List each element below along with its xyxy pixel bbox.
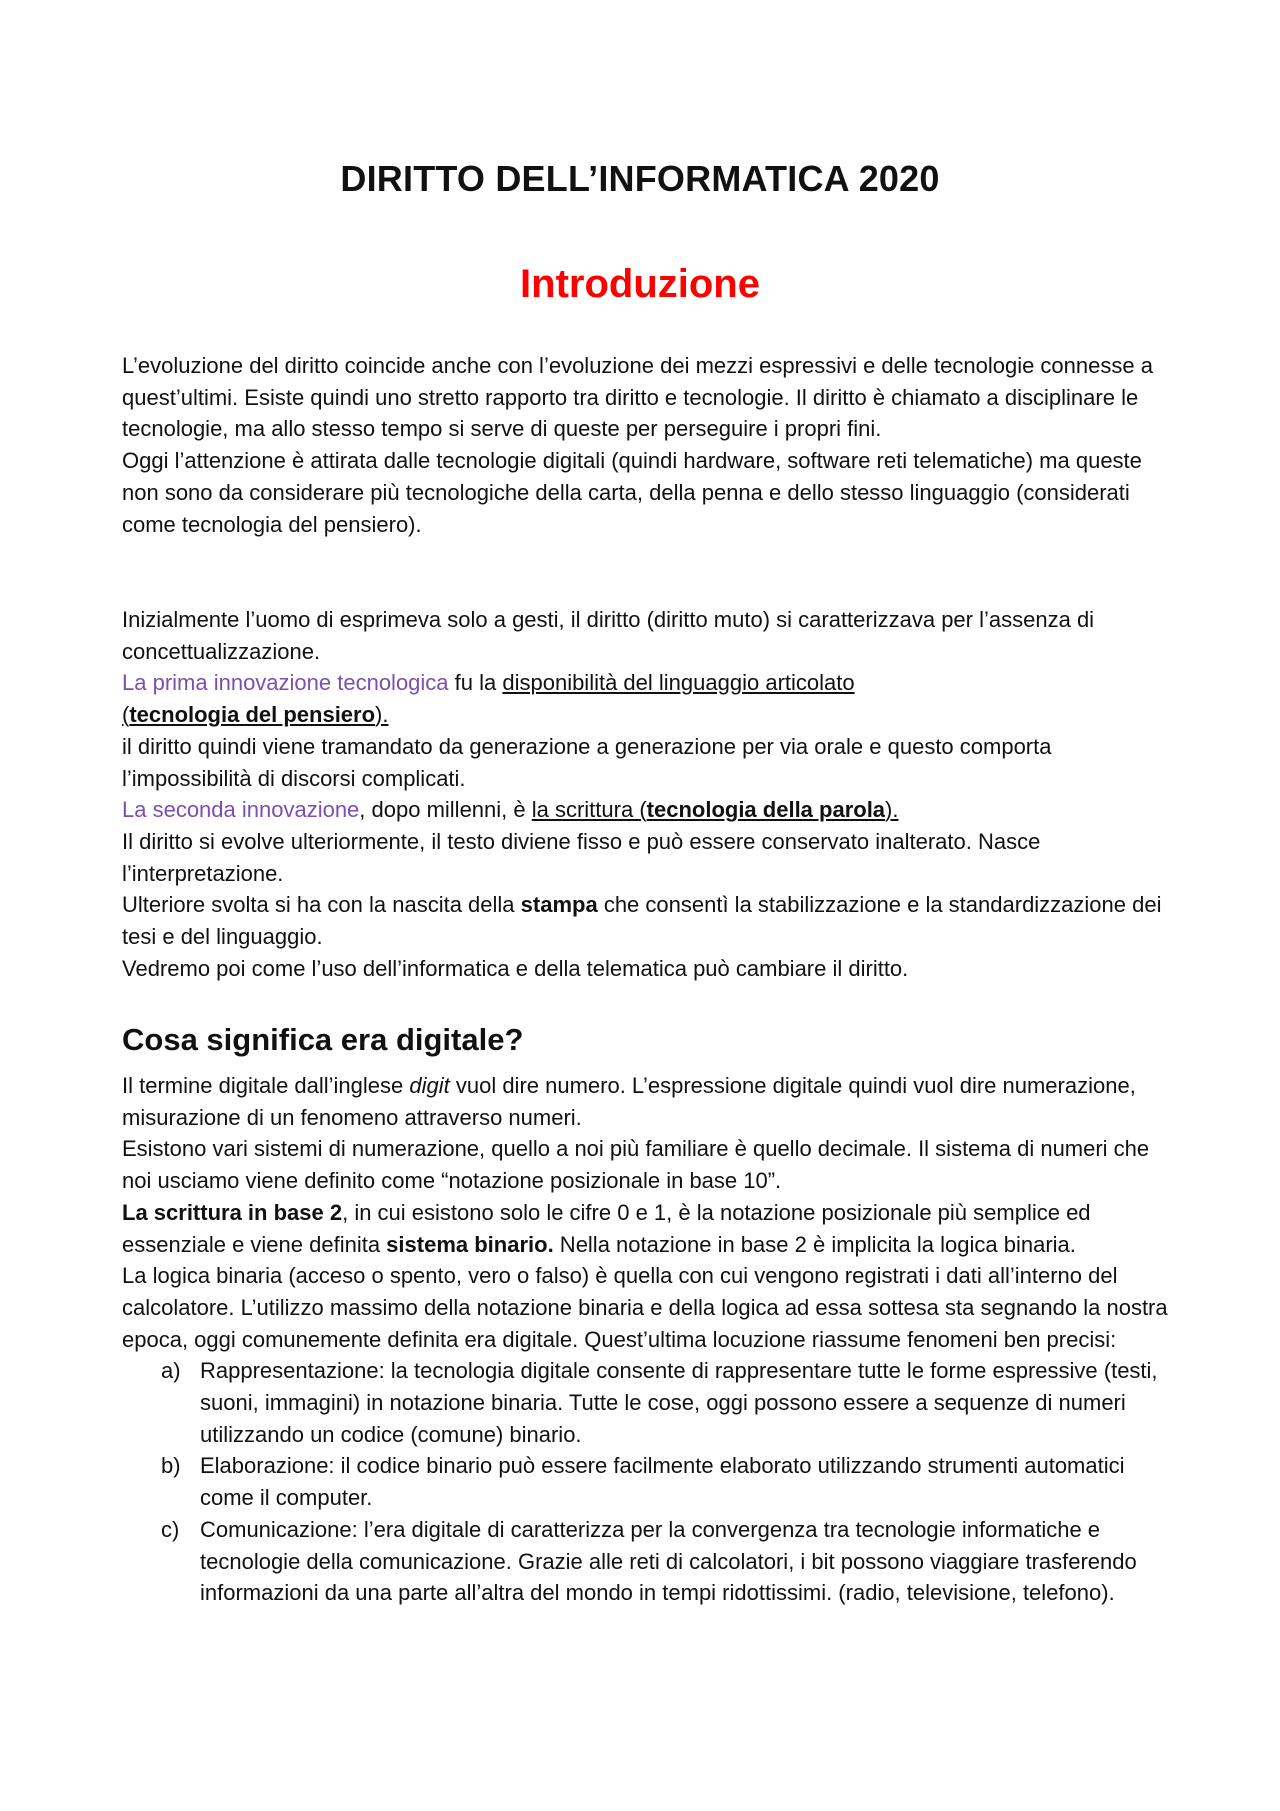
text-span: Ulteriore svolta si ha con la nascita della [122,892,521,918]
section-title-introduzione: Introduzione [520,262,760,306]
text-span: Nella notazione in base 2 è implicita la logica binaria. [553,1231,1076,1257]
paragraph: Esistono vari sistemi di numerazione, quello a noi più familiare è quello decimale. Il sistema di numeri che noi usciamo viene definito come “notazione posizionale in base 10”. [122,1136,1150,1194]
era-digitale-block [122,1070,1172,1609]
list-item-text: Comunicazione: l’era digitale di caratterizza per la convergenza tra tecnologie informatiche e tecnologie della comunicazione. Grazie alle reti di calcolatori, i bit possono viaggiare trasferendo informazioni da una parte all’altra del mondo in tempi ridottissimi. (radio, televisione, telefono). [200,1516,1137,1606]
bold-text: La scrittura in base 2 [122,1199,343,1225]
highlighted-text: La seconda innovazione [122,797,360,823]
list-item-text: Rappresentazione: la tecnologia digitale consente di rappresentare tutte le forme espressive (testi, suoni, immagini) in notazione binaria. Tutte le cose, oggi possono essere a sequenze di numeri utilizzando un codice (comune) binario. [200,1358,1158,1447]
paragraph: Oggi l’attenzione è attirata dalle tecnologie digitali (quindi hardware, software reti telematiche) ma queste non sono da considerare più tecnologiche della carta, della penna e dello stesso linguaggio (considerati come tecnologia del pensiero). [122,448,1142,537]
highlighted-text: La prima innovazione tecnologica [122,670,449,696]
italic-text: digit [409,1073,450,1098]
section-heading: Cosa significa era digitale? [122,1022,524,1057]
text-span: vuol dire numero. L’espressione digitale quindi vuol dire numerazione, misurazione di un fenomeno attraverso numeri. [122,1073,1136,1130]
list-marker: b) [161,1453,181,1479]
text-span: , in cui esistono solo le cifre 0 e 1, è la notazione posizionale più semplice ed essenziale e viene definita [122,1199,1091,1257]
text-span: fu la [448,670,503,696]
list-item [122,1514,1172,1609]
phenomena-list [122,1355,1172,1609]
underlined-text: ( [122,702,130,728]
paragraph: il diritto quindi viene tramandato da generazione a generazione per via orale e questo comporta l’impossibilità di discorsi complicati. [122,733,1052,791]
list-item-text: Elaborazione: il codice binario può essere facilmente elaborato utilizzando strumenti automatici come il computer. [200,1453,1125,1511]
paragraph: Inizialmente l’uomo di esprimeva solo a gesti, il diritto (diritto muto) si caratterizzava per l’assenza di concettualizzazione. [122,607,1095,664]
paragraph [122,1070,1172,1133]
text-span: che consentì la stabilizzazione e la standardizzazione dei tesi e del linguaggio. [122,892,1162,950]
list-marker: a) [161,1358,181,1384]
list-item [122,1355,1172,1450]
text-span: Il termine digitale dall’inglese [122,1073,410,1098]
bold-underlined-text: tecnologia della parola [646,797,886,823]
underlined-text: ). [885,797,899,823]
paragraph: Il diritto si evolve ulteriormente, il testo diviene fisso e può essere conservato inalterato. Nasce l’interpretazione. [122,828,1041,886]
paragraph [122,889,1172,952]
underlined-text: disponibilità del linguaggio articolato [502,670,855,696]
text-span: , dopo millenni, è [359,797,532,823]
underlined-text: la scrittura ( [531,797,647,823]
intro-block-2 [122,604,1172,984]
bold-text: stampa [520,892,598,918]
bold-underlined-text: tecnologia del pensiero [129,702,376,728]
document-title: DIRITTO DELL’INFORMATICA 2020 [340,158,940,199]
paragraph [122,794,1172,826]
paragraph: La logica binaria (acceso o spento, vero o falso) è quella con cui vengono registrati i dati all’interno del calcolatore. L’utilizzo massimo della notazione binaria e della logica ad essa sottesa sta segnando la nostra epoca, oggi comunemente definita era digitale. Quest’ultima locuzione riassume fenomeni ben precisi: [122,1263,1168,1352]
bold-text: sistema binario. [386,1231,554,1257]
paragraph: Vedremo poi come l’uso dell’informatica e della telematica può cambiare il diritto. [122,955,909,981]
underlined-text: ). [375,702,389,728]
paragraph [122,1197,1172,1260]
list-marker: c) [161,1516,180,1542]
intro-block [122,350,1172,540]
paragraph [122,667,1172,730]
list-item [122,1450,1172,1513]
paragraph: L’evoluzione del diritto coincide anche con l’evoluzione dei mezzi espressivi e delle tecnologie connesse a quest’ultimi. Esiste quindi uno stretto rapporto tra diritto e tecnologie. Il diritto è chiamato a disciplinare le tecnologie, ma allo stesso tempo si serve di queste per perseguire i propri fini. [122,353,1153,442]
